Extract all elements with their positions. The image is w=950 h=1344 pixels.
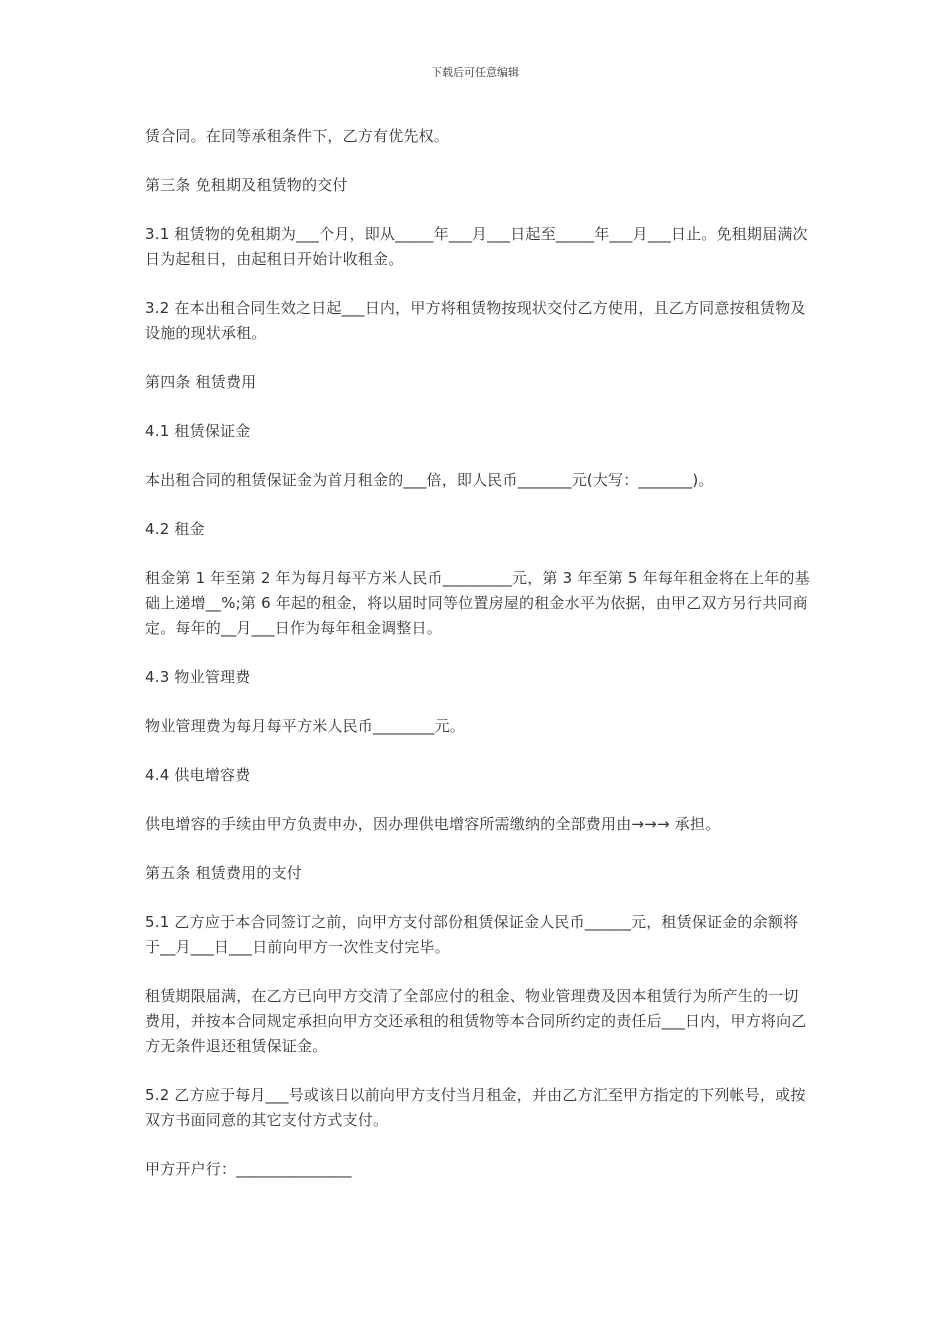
paragraph-property-fee: 物业管理费为每月每平方米人民币________元。 (145, 717, 466, 735)
paragraph-deposit-refund: 租赁期限届满，在乙方已向甲方交清了全部应付的租金、物业管理费及因本租赁行为所产生的一切费用，并按本合同规定承担向甲方交还承租的租赁物等本合同所约定的责任后___日内，甲方将向乙方无条件退还租赁保证金。 (145, 987, 807, 1055)
heading-4-1: 4.1 租赁保证金 (145, 422, 251, 440)
paragraph-deposit: 本出租合同的租赁保证金为首月租金的___倍，即人民币_______元(大写：_______)。 (145, 471, 714, 489)
clause-5-1: 5.1 乙方应于本合同签订之前，向甲方支付部份租赁保证金人民币______元，租赁保证金的余额将于__月___日___日前向甲方一次性支付完毕。 (145, 913, 799, 956)
clause-5-2: 5.2 乙方应于每月___号或该日以前向甲方支付当月租金，并由乙方汇至甲方指定的下列帐号，或按双方书面同意的其它支付方式支付。 (145, 1086, 806, 1129)
heading-article-5: 第五条 租赁费用的支付 (145, 864, 302, 882)
paragraph-rent: 租金第 1 年至第 2 年为每月每平方米人民币_________元，第 3 年至第 5 年每年租金将在上年的基础上递增__%;第 6 年起的租金，将以届时同等位置房屋的租金水平为依据，由甲乙双方另行共同商定。每年的__月___日作为每年租金调整日。 (145, 569, 810, 637)
paragraph-bank: 甲方开户行：_______________ (145, 1160, 352, 1178)
clause-3-2: 3.2 在本出租合同生效之日起___日内，甲方将租赁物按现状交付乙方使用，且乙方同意按租赁物及设施的现状承租。 (145, 299, 806, 342)
paragraph-power-fee: 供电增容的手续由甲方负责申办，因办理供电增容所需缴纳的全部费用由→→→ 承担。 (145, 815, 721, 833)
clause-3-1: 3.1 租赁物的免租期为___个月，即从_____年___月___日起至_____年___月___日止。免租期届满次日为起租日，由起租日开始计收租金。 (145, 225, 808, 268)
paragraph-lease-priority: 赁合同。在同等承租条件下，乙方有优先权。 (145, 127, 450, 145)
page-header-note: 下载后可任意编辑 (431, 66, 519, 79)
heading-4-3: 4.3 物业管理费 (145, 668, 251, 686)
heading-article-4: 第四条 租赁费用 (145, 373, 257, 391)
heading-4-4: 4.4 供电增容费 (145, 766, 251, 784)
heading-article-3: 第三条 免租期及租赁物的交付 (145, 176, 348, 194)
heading-4-2: 4.2 租金 (145, 520, 205, 538)
document-body (145, 124, 810, 1206)
